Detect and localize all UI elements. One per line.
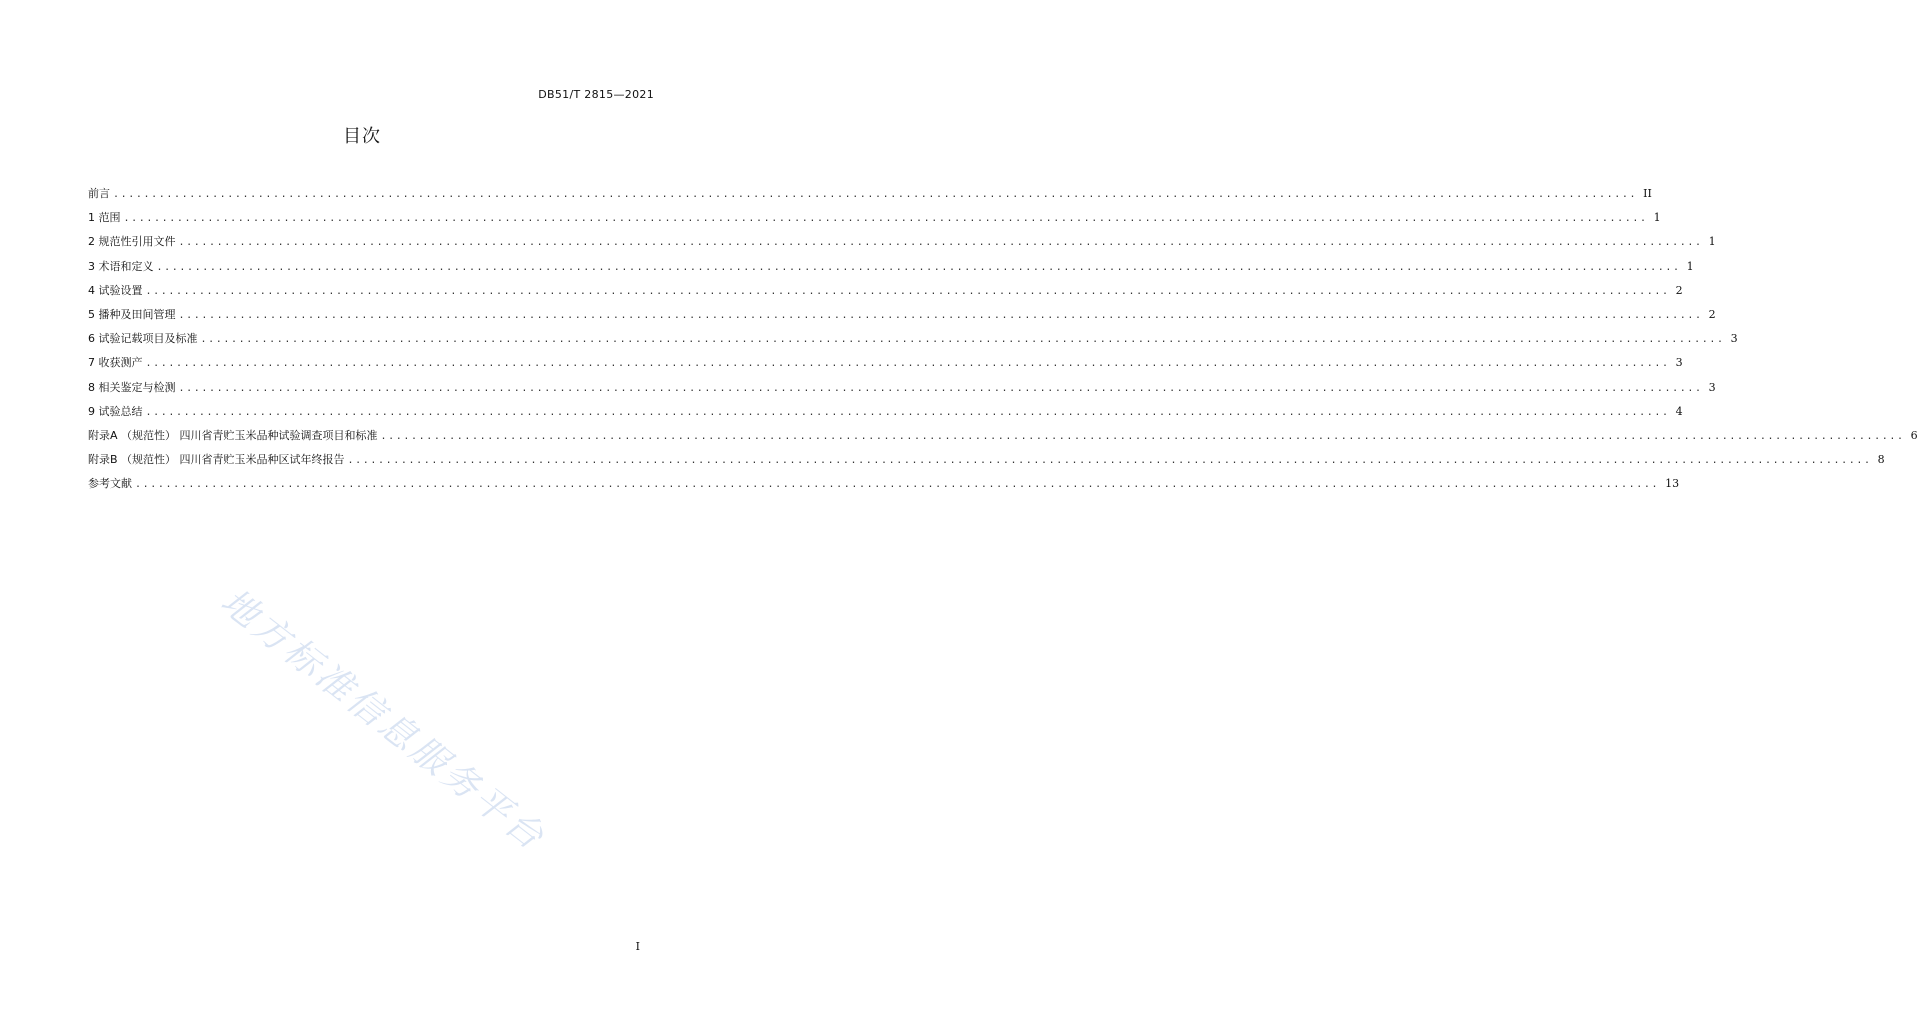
dot-leader: ........................................................................................................................................................................................................ [123,213,1648,225]
toc-entry-identification-testing[interactable] [88,379,1716,403]
toc-entry-page: 3 [1708,380,1716,394]
toc-entry-page: 8 [1877,453,1885,467]
dot-leader: ........................................................................................................................................................................................................ [347,455,1872,467]
toc-entry-label: 4 试验设置 [88,283,143,297]
toc-entry-page: 2 [1708,307,1716,321]
toc-entry-label: 7 收获测产 [88,356,143,370]
toc-entry-label: 附录A （规范性） 四川省青贮玉米品种试验调查项目和标准 [88,428,378,442]
toc-entry-page: II [1643,187,1652,200]
toc-entry-trial-setup[interactable] [88,282,1683,306]
dot-leader: ........................................................................................................................................................................................................ [178,309,1703,321]
standard-code: DB51/T 2815—2021 [538,88,654,101]
toc-entry-foreword[interactable] [88,185,1652,209]
dot-leader: ........................................................................................................................................................................................................ [113,189,1638,200]
toc-entry-page: 1 [1686,259,1694,273]
toc-entry-label: 1 范围 [88,211,121,225]
dot-leader: ........................................................................................................................................................................................................ [156,261,1681,273]
dot-leader: ........................................................................................................................................................................................................ [380,430,1905,442]
page-number: I [635,940,640,953]
toc-entry-label: 附录B （规范性） 四川省青贮玉米品种区试年终报告 [88,453,345,467]
toc-entry-label: 5 播种及田间管理 [88,307,176,321]
dot-leader: ........................................................................................................................................................................................................ [200,334,1725,346]
toc-entry-appendix-b[interactable] [88,451,1885,475]
toc-entry-page: 6 [1910,428,1918,442]
toc-entry-appendix-a[interactable] [88,427,1918,451]
toc-entry-label: 3 术语和定义 [88,259,154,273]
toc-entry-label: 8 相关鉴定与检测 [88,380,176,394]
toc-entry-page: 1 [1653,211,1661,225]
toc-entry-label: 参考文献 [88,477,132,491]
toc-entry-terms-definitions[interactable] [88,258,1694,282]
toc-entry-page: 3 [1675,356,1683,370]
dot-leader: ........................................................................................................................................................................................................ [135,479,1660,491]
toc-entry-harvest-yield[interactable] [88,354,1683,378]
toc-entry-normative-references[interactable] [88,233,1716,257]
table-of-contents [88,185,1918,499]
dot-leader: ........................................................................................................................................................................................................ [145,406,1670,418]
toc-entry-label: 前言 [88,187,110,200]
toc-entry-scope[interactable] [88,209,1661,233]
dot-leader: ........................................................................................................................................................................................................ [178,382,1703,394]
toc-entry-trial-summary[interactable] [88,403,1683,427]
toc-entry-label: 2 规范性引用文件 [88,235,176,249]
toc-entry-label: 9 试验总结 [88,404,143,418]
toc-entry-page: 13 [1665,477,1680,491]
toc-entry-page: 3 [1730,332,1738,346]
watermark: 地方标准信息服务平台 [212,581,554,860]
toc-entry-recording-items[interactable] [88,330,1738,354]
toc-entry-bibliography[interactable] [88,475,1680,499]
toc-entry-page: 4 [1675,404,1683,418]
toc-entry-page: 2 [1675,283,1683,297]
toc-entry-page: 1 [1708,235,1716,249]
toc-entry-sowing-management[interactable] [88,306,1716,330]
dot-leader: ........................................................................................................................................................................................................ [145,358,1670,370]
dot-leader: ........................................................................................................................................................................................................ [178,237,1703,249]
toc-entry-label: 6 试验记载项目及标准 [88,332,198,346]
dot-leader: ........................................................................................................................................................................................................ [145,285,1670,297]
toc-title: 目次 [343,126,381,147]
